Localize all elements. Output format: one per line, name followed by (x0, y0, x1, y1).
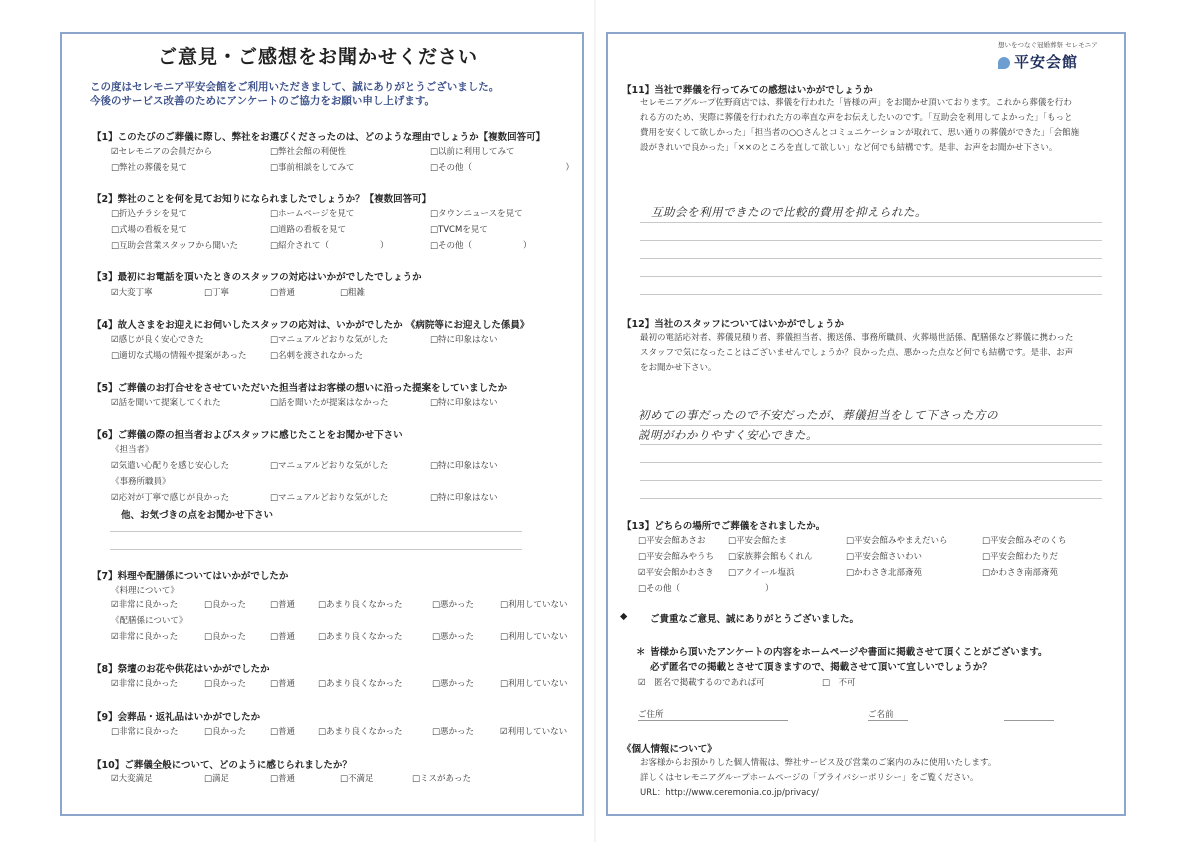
logo-tagline: 想いをつなぐ冠婚葬祭 セレモニア (998, 41, 1098, 49)
q7-sub-food: 《料理について》 (111, 586, 179, 596)
q9-question: 【9】会葬品・返礼品はいかがでしたか (92, 712, 261, 723)
q1-option-convenience[interactable]: □弊社会館の利便性 (270, 147, 347, 157)
q9-not-good[interactable]: □あまり良くなかった (318, 727, 403, 737)
privacy-url-link[interactable]: URL：http://www.ceremonia.co.jp/privacy/ (640, 788, 819, 798)
q4-option-manual[interactable]: □マニュアルどおりな気がした (270, 335, 389, 345)
logo-name: 平安会館 (1014, 53, 1079, 71)
q7-food-not-used[interactable]: □利用していない (500, 600, 568, 610)
q13-mizonokuchi[interactable]: □平安会館みぞのくち (982, 536, 1067, 546)
q6-sub-staff: 《担当者》 (111, 445, 154, 455)
q7-food-normal[interactable]: □普通 (270, 600, 296, 610)
q13-other[interactable]: □その他（ ） (638, 584, 774, 594)
q2-option-referral[interactable]: □紹介されて（ ） (270, 241, 389, 251)
privacy-title: 《個人情報について》 (622, 744, 717, 755)
q2-option-road-sign[interactable]: □道路の看板を見て (270, 225, 347, 235)
q3-option-rude[interactable]: □粗雑 (340, 288, 366, 298)
publish-line-2: 必ず匿名での掲載とさせて頂きますので、掲載させて頂いて宜しいでしょうか？ (650, 662, 992, 673)
q7-food-good[interactable]: □良かった (204, 600, 247, 610)
q3-option-normal[interactable]: □普通 (270, 288, 296, 298)
q6-staff-option-none[interactable]: □特に印象はない (430, 461, 498, 471)
q6-comment-line-2[interactable] (110, 549, 522, 550)
q12-line-1 (640, 425, 1102, 426)
q6-question: 【6】ご葬儀の際の担当者およびスタッフに感じたことをお聞かせ下さい (92, 430, 403, 441)
q11-line-3 (640, 258, 1102, 259)
q7-question: 【7】料理や配膳係についてはいかがでしたか (92, 571, 289, 582)
q7-servers-normal[interactable]: □普通 (270, 632, 296, 642)
q2-option-other[interactable]: □その他（ ） (430, 241, 532, 251)
q8-good[interactable]: □良かった (204, 679, 247, 689)
q4-option-reassuring[interactable]: ☑感じが良く安心できた (111, 335, 204, 345)
left-page (0, 0, 594, 842)
q13-miyauchi[interactable]: □平安会館みやうち (638, 552, 715, 562)
q6-office-option-manual[interactable]: □マニュアルどおりな気がした (270, 493, 389, 503)
q11-line-5 (640, 294, 1102, 295)
diamond-bullet: ◆ (620, 611, 628, 622)
q8-not-good[interactable]: □あまり良くなかった (318, 679, 403, 689)
q8-not-used[interactable]: □利用していない (500, 679, 568, 689)
q5-question: 【5】ご葬儀のお打合せをさせていただいた担当者はお客様の想いに沿った提案をしていましたか (92, 383, 508, 394)
q12-line-5 (640, 498, 1102, 499)
q13-south-crematorium[interactable]: □かわさき南部斎苑 (982, 568, 1059, 578)
q6-comment-line-1[interactable] (110, 531, 522, 532)
q9-very-good[interactable]: □非常に良かった (111, 727, 179, 737)
q4-option-no-impression[interactable]: □特に印象はない (430, 335, 498, 345)
publish-no-checkbox[interactable]: □ 不可 (822, 678, 856, 688)
q12-line-3 (640, 462, 1102, 463)
q7-servers-not-good[interactable]: □あまり良くなかった (318, 632, 403, 642)
q4-option-no-card[interactable]: □名刺を渡されなかった (270, 351, 364, 361)
q1-option-consultation[interactable]: □事前相談をしてみて (270, 163, 355, 173)
q6-sub-office: 《事務所職員》 (111, 477, 171, 487)
q1-option-used-before[interactable]: □以前に利用してみて (430, 147, 515, 157)
q10-mistake[interactable]: □ミスがあった (412, 774, 471, 784)
name-field-extra[interactable] (1004, 720, 1054, 721)
q7-servers-not-used[interactable]: □利用していない (500, 632, 568, 642)
q8-question: 【8】祭壇のお花や供花はいかがでしたか (92, 664, 270, 675)
page-title: ご意見・ご感想をお聞かせください (158, 46, 479, 68)
q9-bad[interactable]: □悪かった (432, 727, 475, 737)
intro-line-1: この度はセレモニア平安会館をご利用いただきまして、誠にありがとうございました。 (90, 81, 500, 93)
q1-question: 【1】このたびのご葬儀に際し、弊社をお選びくださったのは、どのような理由でしょうか【複数回答可】 (92, 132, 546, 143)
publish-line-1: 皆様から頂いたアンケートの内容をホームページや書面に掲載させて頂くことがございます。 (650, 647, 1048, 658)
thanks-message: ご貴重なご意見、誠にありがとうございました。 (650, 614, 860, 625)
q10-very-satisfied[interactable]: ☑大変満足 (111, 774, 153, 784)
privacy-line-1: お客様からお預かりした個人情報は、弊社サービス及び営業のご案内のみに使用いたします。 (640, 758, 997, 768)
q11-question: 【11】当社で葬儀を行ってみての感想はいかがでしょうか (622, 85, 873, 96)
q2-option-sales-staff[interactable]: □互助会営業スタッフから聞いた (111, 241, 239, 251)
q9-not-used[interactable]: ☑利用していない (500, 727, 568, 737)
q11-handwritten-answer[interactable]: 互助会を利用できたので比較的費用を抑えられた。 (651, 205, 927, 219)
q8-very-good[interactable]: ☑非常に良かった (111, 679, 179, 689)
logo-main (998, 51, 1098, 72)
address-field[interactable] (638, 720, 788, 721)
q13-miyamaedaira[interactable]: □平安会館みやまえだいら (846, 536, 948, 546)
q12-description: 最初の電話応対者、葬儀見積り者、葬儀担当者、搬送係、事務所職員、火葬場世話係、配膳係など葬儀に携わったスタッフで気になったことはございませんでしょうか？良かった点、悪かった点など何でも結構です。是非、お声をお聞かせ下さい。 (640, 333, 1074, 373)
q7-servers-bad[interactable]: □悪かった (432, 632, 475, 642)
q7-servers-very-good[interactable]: ☑非常に良かった (111, 632, 179, 642)
q11-line-4 (640, 276, 1102, 277)
q9-good[interactable]: □良かった (204, 727, 247, 737)
q2-option-website[interactable]: □ホームページを見て (270, 209, 355, 219)
q7-food-bad[interactable]: □悪かった (432, 600, 475, 610)
q6-staff-option-caring[interactable]: ☑気遣い心配りを感じ安心した (111, 461, 230, 471)
name-field[interactable] (868, 720, 908, 721)
right-page (596, 0, 1190, 842)
company-logo (998, 40, 1098, 72)
q13-saiwai[interactable]: □平安会館さいわい (846, 552, 923, 562)
q6-office-option-none[interactable]: □特に印象はない (430, 493, 498, 503)
q12-question: 【12】当社のスタッフについてはいかがでしょうか (622, 319, 845, 330)
q13-north-crematorium[interactable]: □かわさき北部斎苑 (846, 568, 923, 578)
q6-staff-option-manual[interactable]: □マニュアルどおりな気がした (270, 461, 389, 471)
q11-line-1 (640, 222, 1102, 223)
publish-yes-checkbox[interactable]: ☑ 匿名で掲載するのであれば可 (638, 678, 765, 688)
q13-kawasaki[interactable]: ☑平安会館かわさき (638, 568, 714, 578)
q11-line-2 (640, 240, 1102, 241)
q2-option-tvcm[interactable]: □TVCMを見て (430, 225, 488, 235)
q5-option-proposed[interactable]: ☑話を聞いて提案してくれた (111, 398, 221, 408)
q6-office-option-polite[interactable]: ☑応対が丁寧で感じが良かった (111, 493, 230, 503)
q3-question: 【3】最初にお電話を頂いたときのスタッフの対応はいかがでしたでしょうか (92, 272, 422, 283)
q13-watarida[interactable]: □平安会館わたりだ (982, 552, 1059, 562)
q13-asao[interactable]: □平安会館あさお (638, 536, 706, 546)
q2-option-town-news[interactable]: □タウンニュースを見て (430, 209, 523, 219)
q12-line-2 (640, 444, 1102, 445)
privacy-line-2: 詳しくはセレモニアグループホームページの「プライバシーポリシー」をご覧ください。 (640, 773, 979, 783)
q7-servers-good[interactable]: □良かった (204, 632, 247, 642)
q7-food-not-good[interactable]: □あまり良くなかった (318, 600, 403, 610)
q5-option-no-impression[interactable]: □特に印象はない (430, 398, 498, 408)
q13-mokuren[interactable]: □家族葬会館もくれん (728, 552, 813, 562)
address-label: ご住所 (638, 710, 664, 720)
publish-star: ＊ (636, 647, 646, 658)
q11-description: セレモニアグループ佐野商店では、葬儀を行われた「皆様の声」をお聞かせ頂いております。これから葬儀を行われる方のため、実際に葬儀を行われた方の率直な声をお伝えしたいのです。「互助会を利用してよかった」「もっと費用を安くして欲しかった」「担当者の○○さんとコミュニケーションが取れて、思い通りの葬儀ができた」「会館施設がきれいで良かった」「××のところを直して欲しい」など何でも結構です。是非、お声をお聞かせ下さい。 (640, 98, 1080, 153)
q7-food-very-good[interactable]: ☑非常に良かった (111, 600, 179, 610)
q2-question: 【2】弊社のことを何を見てお知りになられましたでしょうか？【複数回答可】 (92, 194, 432, 205)
q2-option-hall-sign[interactable]: □式場の看板を見て (111, 225, 188, 235)
q8-normal[interactable]: □普通 (270, 679, 296, 689)
q4-option-venue-info[interactable]: □適切な式場の情報や提案があった (111, 351, 247, 361)
leaf-logo-icon (998, 57, 1010, 69)
q10-normal[interactable]: □普通 (270, 774, 296, 784)
q10-unsatisfied[interactable]: □不満足 (340, 774, 374, 784)
q10-question: 【10】ご葬儀全般について、どのように感じられましたか？ (92, 760, 352, 771)
q5-option-no-proposal[interactable]: □話を聞いたが提案はなかった (270, 398, 389, 408)
q10-satisfied[interactable]: □満足 (204, 774, 230, 784)
q13-question: 【13】どちらの場所でご葬儀をされましたか。 (622, 521, 826, 532)
q9-normal[interactable]: □普通 (270, 727, 296, 737)
q3-option-polite[interactable]: □丁寧 (204, 288, 230, 298)
q12-handwritten-answer-1[interactable]: 初めての事だったので不安だったが、葬儀担当をして下さった方の (638, 408, 998, 422)
q7-sub-servers: 《配膳係について》 (111, 616, 188, 626)
q2-option-flyer[interactable]: □折込チラシを見て (111, 209, 188, 219)
q13-tama[interactable]: □平安会館たま (728, 536, 788, 546)
q12-handwritten-answer-2[interactable]: 説明がわかりやすく安心できた。 (638, 428, 818, 442)
q8-bad[interactable]: □悪かった (432, 679, 475, 689)
q1-option-saw-funeral[interactable]: □弊社の葬儀を見て (111, 163, 188, 173)
intro-line-2: 今後のサービス改善のためにアンケートのご協力をお願い申し上げます。 (90, 95, 436, 107)
q3-option-very-polite[interactable]: ☑大変丁寧 (111, 288, 153, 298)
name-label: ご名前 (868, 710, 894, 720)
q12-line-4 (640, 480, 1102, 481)
q6-other-prompt: 他、お気づきの点をお聞かせ下さい (121, 510, 274, 521)
q1-option-member[interactable]: ☑セレモニアの会員だから (111, 147, 213, 157)
q1-option-other[interactable]: □その他（ ） (430, 163, 575, 173)
q4-question: 【4】故人さまをお迎えにお伺いしたスタッフの応対は、いかがでしたか 《病院等にお迎えした係員》 (92, 320, 530, 331)
q13-accueil-shiohama[interactable]: □アクイール塩浜 (728, 568, 795, 578)
